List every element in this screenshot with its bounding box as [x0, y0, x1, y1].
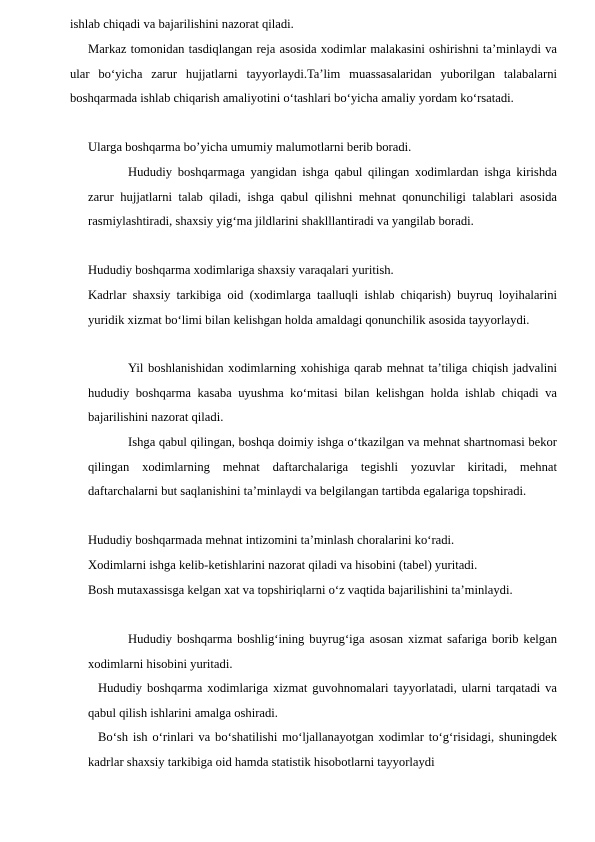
paragraph-5: Hududiy boshqarma xodimlariga shaxsiy varaqalari yuritish. — [88, 263, 394, 277]
paragraph-4: Hududiy boshqarmaga yangidan ishga qabul qilingan xodimlardan ishga kirishda zarur hujjatlarni talab qiladi, ishga qabul qilishni mehnat qonunchiligi talablari asosida rasmiylashtiradi, shaxsiy yig‘ma jildlarini shaklllantiradi va yangilab boradi. — [88, 165, 557, 229]
paragraph-1: ishlab chiqadi va bajarilishini nazorat qiladi. — [70, 17, 294, 31]
paragraph-7: Yil boshlanishidan xodimlarning xohishiga qarab mehnat ta’tiliga chiqish jadvalini hududiy boshqarma kasaba uyushma ko‘mitasi bilan kelishgan holda ishlab chiqadi va bajarilishini nazorat qiladi. — [88, 361, 557, 425]
paragraph-3: Ularga boshqarma bo’yicha umumiy malumotlarni berib boradi. — [88, 140, 412, 154]
paragraph-2: Markaz tomonidan tasdiqlangan reja asosida xodimlar malakasini oshirishni ta’minlaydi va ular bo‘yicha zarur hujjatlarni tayyorlaydi.Ta’lim muassasalaridan yuborilgan talabalarni boshqarmada ishlab chiqarish amaliyotini o‘tashlari bo‘yicha amaliy yordam ko‘rsatadi. — [70, 42, 557, 106]
paragraph-11: Bosh mutaxassisga kelgan xat va topshiriqlarni o‘z vaqtida bajarilishini ta’minlaydi. — [88, 583, 513, 597]
paragraph-8: Ishga qabul qilingan, boshqa doimiy ishga o‘tkazilgan va mehnat shartnomasi bekor qilingan xodimlarning mehnat daftarchalariga tegishli yozuvlar kiritadi, mehnat daftarchalarni but saqlanishini ta’minlaydi va belgilangan tartibda egalariga topshiradi. — [88, 435, 557, 499]
paragraph-9: Hududiy boshqarmada mehnat intizomini ta’minlash choralarini ko‘radi. — [88, 533, 455, 547]
paragraph-10: Xodimlarni ishga kelib-ketishlarini nazorat qiladi va hisobini (tabel) yuritadi. — [88, 558, 478, 572]
paragraph-14: Bo‘sh ish o‘rinlari va bo‘shatilishi mo‘ljallanayotgan xodimlar to‘g‘risidagi, shuningdek kadrlar shaxsiy tarkibiga oid hamda statistik hisobotlarni tayyorlaydi — [88, 730, 557, 769]
paragraph-12: Hududiy boshqarma boshlig‘ining buyrug‘iga asosan xizmat safariga borib kelgan xodimlarni hisobini yuritadi. — [88, 632, 557, 671]
paragraph-6: Kadrlar shaxsiy tarkibiga oid (xodimlarga taalluqli ishlab chiqarish) buyruq loyihalarini yuridik xizmat bo‘limi bilan kelishgan holda amaldagi qonunchilik asosida tayyorlaydi. — [88, 288, 557, 327]
paragraph-13: Hududiy boshqarma xodimlariga xizmat guvohnomalari tayyorlatadi, ularni tarqatadi va qabul qilish ishlarini amalga oshiradi. — [88, 681, 557, 720]
